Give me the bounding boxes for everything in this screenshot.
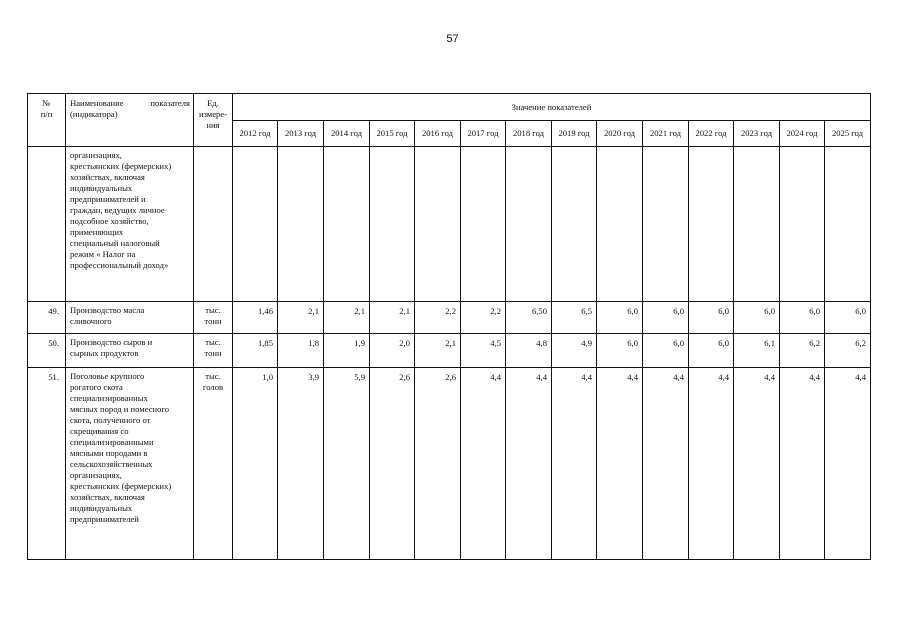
value-cell: 4,4 [825, 368, 871, 560]
header-name [66, 94, 194, 147]
value-cell: 1,46 [233, 302, 278, 334]
header-name-line2: (индикатора) [70, 109, 118, 119]
value-cell: 1,8 [278, 334, 324, 368]
value-cell: 4,4 [734, 368, 780, 560]
value-cell: 4,4 [689, 368, 734, 560]
value-cell [324, 147, 370, 302]
value-cell: 5,9 [324, 368, 370, 560]
unit-cell: тыс. голов [194, 368, 233, 560]
value-cell: 6,0 [597, 302, 643, 334]
value-cell: 4,4 [506, 368, 552, 560]
table-row [28, 147, 871, 302]
year-header: 2021 год [643, 121, 689, 147]
year-header: 2016 год [415, 121, 461, 147]
value-cell [734, 147, 780, 302]
value-cell: 4,4 [597, 368, 643, 560]
year-header: 2015 год [370, 121, 415, 147]
value-cell: 6,0 [734, 302, 780, 334]
table-row [28, 302, 871, 334]
value-cell: 6,0 [825, 302, 871, 334]
unit-cell [194, 147, 233, 302]
row-number [28, 147, 66, 302]
value-cell: 4,4 [643, 368, 689, 560]
indicator-name: организациях, крестьянских (фермерских) хозяйствах, включая индивидуальных предпринимателей и граждан, ведущих личное подсобное хозяйство, применяющих специальный налоговый режим « Налог на профессиональный доход» [66, 147, 194, 302]
unit-cell: тыс. тонн [194, 334, 233, 368]
row-number: 49. [28, 302, 66, 334]
value-cell [506, 147, 552, 302]
value-cell: 1,9 [324, 334, 370, 368]
year-header: 2017 год [461, 121, 506, 147]
header-name-line1: Наименование показателя [70, 98, 190, 108]
year-header: 2020 год [597, 121, 643, 147]
indicator-name: Поголовье крупного рогатого скота специализированных мясных пород и помесного скота, полученного от скрещивания со специализированными мясными породами в сельскохозяйственных организациях, крестьянских (фермерских) хозяйствах, включая индивидуальных предпринимателей [66, 368, 194, 560]
table-row [28, 368, 871, 560]
value-cell: 2,1 [415, 334, 461, 368]
value-cell [233, 147, 278, 302]
value-cell: 4,8 [506, 334, 552, 368]
header-num [28, 94, 66, 147]
value-cell: 2,6 [370, 368, 415, 560]
value-cell: 6,2 [825, 334, 871, 368]
value-cell: 1,85 [233, 334, 278, 368]
value-cell: 2,0 [370, 334, 415, 368]
value-cell: 6,50 [506, 302, 552, 334]
value-cell: 6,0 [689, 302, 734, 334]
header-values-title: Значение показателей [233, 94, 871, 121]
indicators-table [27, 93, 871, 560]
value-cell: 6,1 [734, 334, 780, 368]
year-header: 2014 год [324, 121, 370, 147]
table-row [28, 334, 871, 368]
year-header: 2018 год [506, 121, 552, 147]
value-cell: 6,2 [780, 334, 825, 368]
value-cell: 4,9 [552, 334, 597, 368]
year-header: 2024 год [780, 121, 825, 147]
value-cell: 2,1 [370, 302, 415, 334]
value-cell [552, 147, 597, 302]
value-cell [278, 147, 324, 302]
value-cell: 6,0 [689, 334, 734, 368]
header-unit [194, 94, 233, 147]
value-cell [370, 147, 415, 302]
value-cell [780, 147, 825, 302]
value-cell: 2,2 [415, 302, 461, 334]
value-cell [643, 147, 689, 302]
value-cell: 2,1 [324, 302, 370, 334]
row-number: 50. [28, 334, 66, 368]
value-cell: 4,4 [780, 368, 825, 560]
year-header: 2022 год [689, 121, 734, 147]
year-header: 2012 год [233, 121, 278, 147]
header-num-text: № п/п [40, 98, 53, 119]
header-unit-text: Ед. измере- ния [198, 98, 228, 130]
value-cell: 2,1 [278, 302, 324, 334]
value-cell [597, 147, 643, 302]
value-cell: 6,0 [643, 334, 689, 368]
year-header: 2019 год [552, 121, 597, 147]
row-number: 51. [28, 368, 66, 560]
value-cell [415, 147, 461, 302]
value-cell: 6,5 [552, 302, 597, 334]
value-cell: 1,0 [233, 368, 278, 560]
value-cell: 4,4 [552, 368, 597, 560]
year-header: 2013 год [278, 121, 324, 147]
value-cell: 6,0 [780, 302, 825, 334]
value-cell: 6,0 [643, 302, 689, 334]
value-cell: 2,6 [415, 368, 461, 560]
value-cell [461, 147, 506, 302]
value-cell: 2,2 [461, 302, 506, 334]
year-header: 2025 год [825, 121, 871, 147]
value-cell [825, 147, 871, 302]
value-cell: 6,0 [597, 334, 643, 368]
indicator-name: Производство сыров и сырных продуктов [66, 334, 194, 368]
value-cell: 4,4 [461, 368, 506, 560]
value-cell: 3,9 [278, 368, 324, 560]
value-cell [689, 147, 734, 302]
year-header: 2023 год [734, 121, 780, 147]
value-cell: 4,5 [461, 334, 506, 368]
unit-cell: тыс. тонн [194, 302, 233, 334]
page-number: 57 [446, 33, 459, 45]
indicator-name: Производство масла сливочного [66, 302, 194, 334]
